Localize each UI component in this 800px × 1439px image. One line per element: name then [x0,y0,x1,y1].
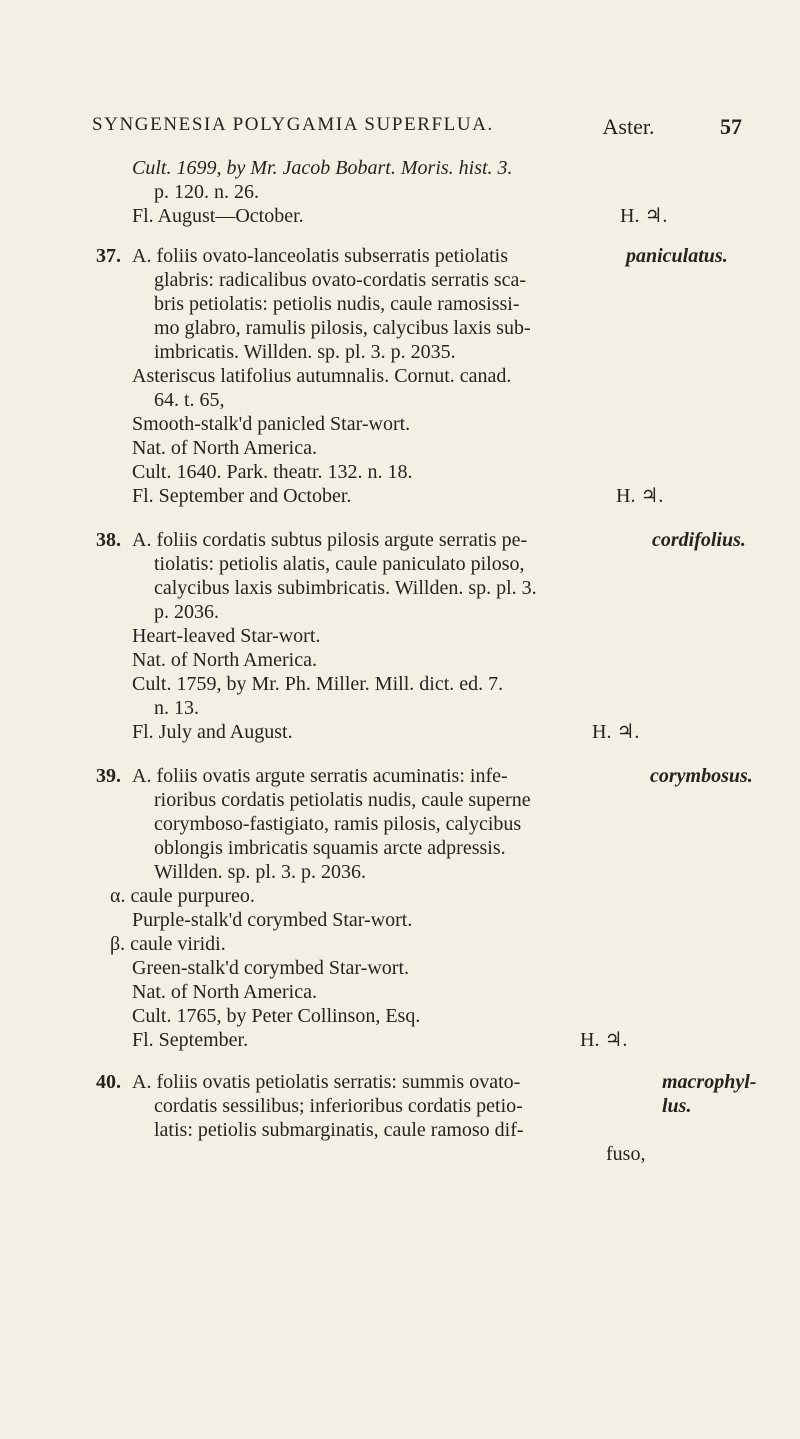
genus-name: Aster. [602,114,655,139]
running-header [92,114,742,144]
entry-39-habit: H. ♃. [580,1029,628,1051]
entry-37-line: Fl. September and October. [132,485,352,507]
entry-39-line: β. caule viridi. [110,933,226,955]
page-number: 57 [720,114,742,139]
entry-40-line: cordatis sessilibus; inferioribus cordatis petio- [154,1095,523,1117]
entry-38-line: calycibus laxis subimbricatis. Willden. sp. pl. 3. [154,577,537,599]
entry-37-line: imbricatis. Willden. sp. pl. 3. p. 2035. [154,341,456,363]
entry-39-line: Purple-stalk'd corymbed Star-wort. [132,909,413,931]
entry-38-line: tiolatis: petiolis alatis, caule paniculato piloso, [154,553,525,575]
entry-39-line: corymboso-fastigiato, ramis pilosis, calycibus [154,813,522,835]
entry-37-epithet: paniculatus. [626,245,728,267]
entry-40-number: 40. [96,1071,121,1093]
entry-38-line: Heart-leaved Star-wort. [132,625,321,647]
entry-39-line: Green-stalk'd corymbed Star-wort. [132,957,410,979]
entry-39-line: Willden. sp. pl. 3. p. 2036. [154,861,366,883]
entry-37-line: A. foliis ovato-lanceolatis subserratis petiolatis [132,245,509,267]
running-title: SYNGENESIA POLYGAMIA SUPERFLUA. [92,114,494,135]
entry-37-number: 37. [96,245,121,267]
entry-37-line: mo glabro, ramulis pilosis, calycibus laxis sub- [154,317,531,339]
entry-40-epithet: macrophyl- [662,1071,757,1093]
page-genus-and-number [603,114,742,140]
entry-40-epithet-cont: lus. [662,1095,692,1117]
entry-40-line: A. foliis ovatis petiolatis serratis: summis ovato- [132,1071,521,1093]
prev-flowering: Fl. August—October. [132,205,304,227]
entry-40-line: latis: petiolis submarginatis, caule ramoso dif- [154,1119,524,1141]
entry-38-line: Fl. July and August. [132,721,293,743]
entry-38-line: Cult. 1759, by Mr. Ph. Miller. Mill. dict. ed. 7. [132,673,504,695]
entry-37-line: Cult. 1640. Park. theatr. 132. n. 18. [132,461,413,483]
entry-37-line: bris petiolatis: petiolis nudis, caule ramosissi- [154,293,520,315]
entry-38-habit: H. ♃. [592,721,640,743]
entry-39-line: Fl. September. [132,1029,249,1051]
entry-38-epithet: cordifolius. [652,529,746,551]
entry-38-line: Nat. of North America. [132,649,317,671]
entry-40-line: fuso, [606,1143,646,1165]
entry-39-line: Nat. of North America. [132,981,317,1003]
entry-38-line: A. foliis cordatis subtus pilosis argute serratis pe- [132,529,528,551]
entry-37-line: Smooth-stalk'd panicled Star-wort. [132,413,411,435]
prev-cult-line: Cult. 1699, by Mr. Jacob Bobart. Moris. hist. 3. [132,157,513,179]
entry-37-line: Asteriscus latifolius autumnalis. Cornut. canad. [132,365,512,387]
entry-39-line: Cult. 1765, by Peter Collinson, Esq. [132,1005,421,1027]
entry-37-line: glabris: radicalibus ovato-cordatis serratis sca- [154,269,527,291]
entry-39-line: rioribus cordatis petiolatis nudis, caule superne [154,789,531,811]
entry-39-line: oblongis imbricatis squamis arcte adpressis. [154,837,506,859]
entry-37-line: 64. t. 65, [154,389,225,411]
entry-38-line: p. 2036. [154,601,219,623]
prev-cult-ref: p. 120. n. 26. [154,181,259,203]
entry-39-number: 39. [96,765,121,787]
entry-38-number: 38. [96,529,121,551]
entry-37-line: Nat. of North America. [132,437,317,459]
entry-39-line: A. foliis ovatis argute serratis acuminatis: infe- [132,765,508,787]
entry-37-habit: H. ♃. [616,485,664,507]
entry-39-epithet: corymbosus. [650,765,753,787]
entry-39-line: α. caule purpureo. [110,885,255,907]
entry-38-line: n. 13. [154,697,199,719]
prev-habit: H. ♃. [620,205,668,227]
